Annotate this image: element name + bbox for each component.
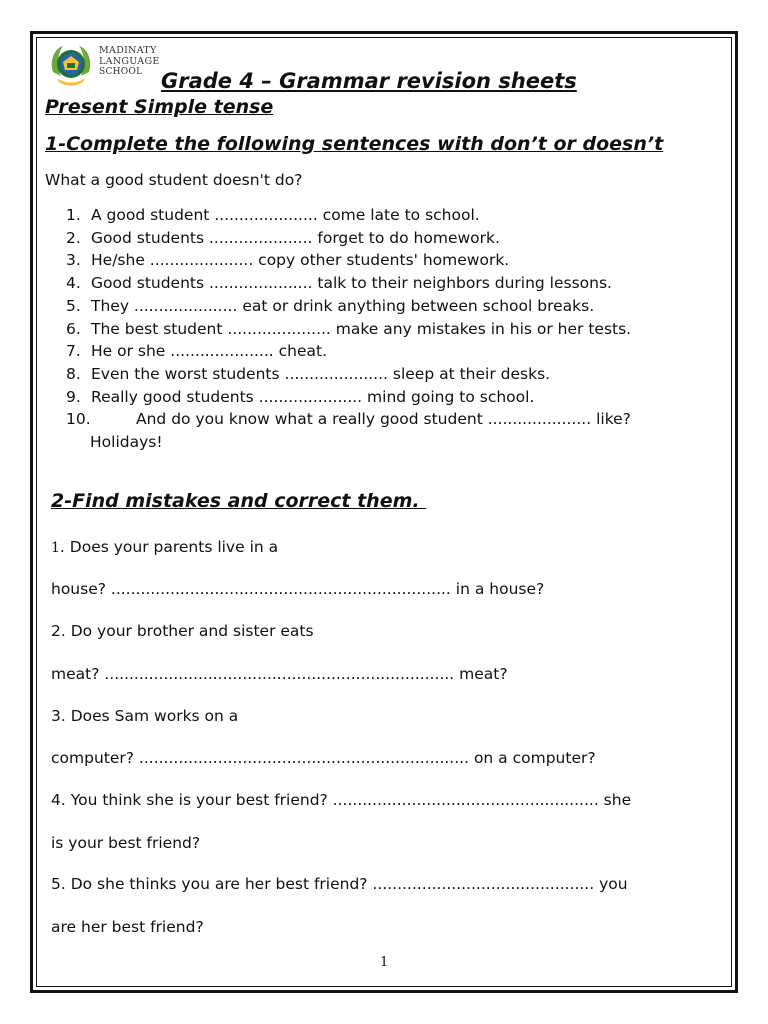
- section1-intro: What a good student doesn't do?: [45, 171, 303, 189]
- list-item: [66, 295, 716, 318]
- item-text: Really good students ..................... mind going to school.: [91, 387, 535, 406]
- list-item: [66, 227, 716, 250]
- exercise-number: 1: [51, 540, 60, 556]
- item-number: 4.: [66, 274, 81, 293]
- school-crest-icon: [47, 42, 95, 90]
- item-number: 9.: [66, 387, 81, 406]
- item-number: 10.: [66, 410, 91, 429]
- item-text: Even the worst students ..................... sleep at their desks.: [91, 364, 551, 383]
- item-number: 6.: [66, 319, 81, 338]
- school-name-line: LANGUAGE: [99, 56, 160, 67]
- section1-heading: 1-Complete the following sentences with don’t or doesn’t: [45, 133, 664, 155]
- page-subtitle: Present Simple tense: [45, 96, 274, 118]
- list-item: [66, 408, 716, 453]
- list-item: [66, 272, 716, 295]
- exercise-line: is your best friend?: [51, 834, 201, 852]
- exercise-line: 4. You think she is your best friend? ...................................................... she: [51, 791, 632, 809]
- list-item: [66, 386, 716, 409]
- item-text: He/she ..................... copy other students' homework.: [91, 251, 510, 270]
- list-item: [66, 318, 716, 341]
- item-text: They ..................... eat or drink anything between school breaks.: [91, 296, 595, 315]
- exercise-line: meat? ....................................................................... meat?: [51, 665, 508, 683]
- exercise-line: 3. Does Sam works on a: [51, 707, 239, 725]
- exercise-line: 5. Do she thinks you are her best friend? ............................................. you: [51, 875, 628, 893]
- item-number: 1.: [66, 206, 81, 224]
- item-text: Good students ..................... forget to do homework.: [91, 228, 500, 247]
- item-number: 3.: [66, 251, 81, 270]
- exercise-line: [51, 538, 278, 556]
- item-text: A good student ..................... come late to school.: [91, 206, 480, 224]
- item-text-continuation: Holidays!: [90, 433, 163, 452]
- section1-list: [66, 204, 716, 454]
- item-text: And do you know what a really good student ..................... like?: [136, 410, 631, 429]
- item-text: Good students ..................... talk to their neighbors during lessons.: [91, 274, 612, 293]
- list-item: [66, 340, 716, 363]
- item-number: 5.: [66, 296, 81, 315]
- school-name: [99, 45, 160, 78]
- item-number: 7.: [66, 342, 81, 361]
- school-name-line: SCHOOL: [99, 67, 143, 77]
- item-number: 8.: [66, 364, 81, 383]
- school-name-line: MADINATY: [99, 45, 157, 56]
- exercise-line: 2. Do your brother and sister eats: [51, 622, 314, 640]
- item-text: The best student ..................... make any mistakes in his or her tests.: [91, 319, 632, 338]
- list-item: [66, 249, 716, 272]
- page-number: 1: [380, 955, 389, 970]
- exercise-line: house? ..................................................................... in a house?: [51, 580, 545, 598]
- section2-heading: 2-Find mistakes and correct them.: [51, 490, 427, 512]
- item-number: 2.: [66, 228, 81, 247]
- page-title: Grade 4 – Grammar revision sheets: [161, 69, 577, 93]
- item-text: He or she ..................... cheat.: [91, 342, 328, 361]
- list-item: [66, 363, 716, 386]
- list-item: [66, 204, 716, 227]
- exercise-line: computer? ................................................................... on a computer?: [51, 749, 596, 767]
- exercise-text: . Does your parents live in a: [59, 538, 279, 556]
- exercise-line: are her best friend?: [51, 918, 204, 936]
